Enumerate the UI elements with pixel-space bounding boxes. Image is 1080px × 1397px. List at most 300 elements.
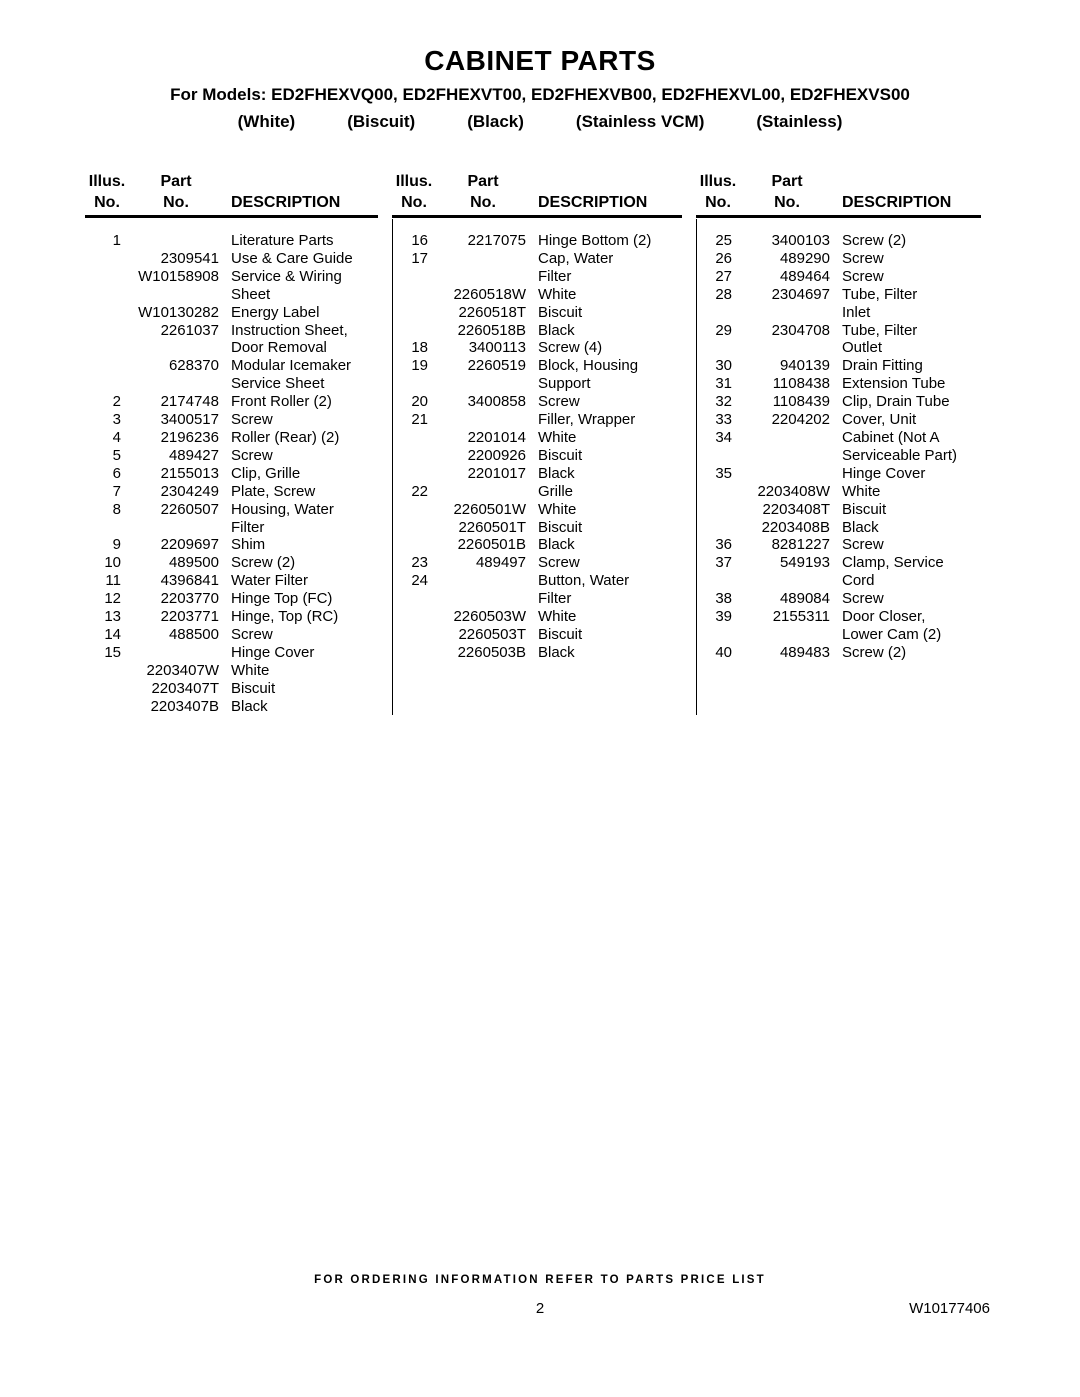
page-title: CABINET PARTS [424, 45, 656, 76]
description: Black [538, 536, 575, 554]
table-row [696, 572, 981, 590]
part-no: 2203407T [151, 679, 219, 697]
table-row [85, 304, 378, 322]
description-header: DESCRIPTION [231, 194, 341, 211]
illus-no: 33 [715, 411, 732, 429]
description: Cap, Water [538, 249, 614, 267]
part-no: 489290 [779, 249, 830, 267]
table-row [85, 429, 378, 447]
description: White [231, 661, 270, 679]
table-row [392, 608, 682, 626]
illus-no [392, 465, 436, 483]
description: Tube, Filter [842, 321, 918, 339]
illus-no: 31 [715, 375, 732, 393]
part-no: 2204202 [771, 411, 830, 429]
description: Literature Parts [231, 232, 334, 249]
table-row [696, 554, 981, 572]
table-row [85, 465, 378, 483]
table-row [696, 304, 981, 322]
table-row [392, 590, 682, 608]
illus-no: 34 [715, 428, 732, 446]
description: Screw [231, 625, 273, 643]
illus-no: 25 [715, 232, 732, 249]
part-no: 2217075 [467, 232, 526, 249]
description: Button, Water [538, 572, 630, 590]
illus-no [696, 447, 740, 465]
table-row [392, 519, 682, 537]
part-no: 628370 [168, 357, 219, 375]
part-no: 2196236 [160, 428, 219, 446]
table-row [696, 608, 981, 626]
table-row [696, 536, 981, 554]
table-row [85, 322, 378, 340]
part-no [740, 429, 834, 447]
table-row [392, 465, 682, 483]
table-row [696, 429, 981, 447]
part-no: 2209697 [160, 536, 219, 554]
illus-no [85, 322, 129, 340]
description: Screw [842, 536, 884, 554]
illus-no [85, 286, 129, 304]
parts-table [85, 171, 995, 715]
illus-no: 5 [112, 446, 121, 464]
description: Black [538, 643, 575, 661]
part-no-header: No. [163, 194, 189, 211]
part-no: 2304249 [160, 482, 219, 500]
illus-no [85, 357, 129, 375]
part-no: 2260507 [160, 500, 219, 518]
description: Biscuit [842, 500, 887, 518]
part-no: W10158908 [138, 267, 219, 285]
description: Energy Label [231, 303, 320, 321]
illus-no [392, 322, 436, 340]
header-row-1 [85, 171, 378, 192]
illus-no-header: No. [401, 194, 427, 211]
illus-no: 19 [411, 357, 428, 375]
part-no: 3400103 [771, 232, 830, 249]
page-number: 2 [535, 1300, 545, 1317]
part-no: 8281227 [771, 536, 830, 554]
part-no: 1108439 [772, 393, 830, 411]
table-row [85, 232, 378, 250]
header-rule [392, 215, 682, 218]
part-no: 488500 [168, 625, 219, 643]
finish-stainless-vcm: (Stainless VCM) [575, 112, 705, 131]
illus-no [392, 429, 436, 447]
description: Black [842, 518, 879, 536]
part-no: 489084 [779, 590, 830, 608]
table-row [392, 644, 682, 662]
rows-container [85, 232, 378, 715]
description: Biscuit [231, 679, 276, 697]
illus-no [85, 339, 129, 357]
illus-no: 24 [411, 572, 428, 590]
illus-no: 23 [411, 554, 428, 572]
illus-no [85, 375, 129, 393]
description: Filler, Wrapper [538, 411, 636, 429]
part-no [129, 644, 223, 662]
part-no: 2155311 [772, 608, 830, 626]
table-row [392, 554, 682, 572]
part-no: 2260518B [457, 321, 526, 339]
table-row [392, 429, 682, 447]
description: Clip, Grille [231, 464, 301, 482]
table-row [85, 644, 378, 662]
illus-no [392, 626, 436, 644]
description-header: DESCRIPTION [842, 194, 952, 211]
description: Service & Wiring [231, 267, 342, 285]
column-header [696, 171, 981, 218]
illus-no: 7 [112, 482, 121, 500]
part-no [129, 339, 223, 357]
description: Screw (4) [538, 339, 603, 357]
illus-no [696, 572, 740, 590]
description: Modular Icemaker [231, 357, 352, 375]
illus-no [392, 268, 436, 286]
description: Service Sheet [231, 375, 325, 393]
illus-no: 35 [715, 464, 732, 482]
part-no: 2260503B [457, 643, 526, 661]
part-no [740, 339, 834, 357]
table-row [696, 519, 981, 537]
part-no: 2203407B [150, 697, 219, 715]
illus-no: 3 [112, 411, 121, 429]
description: Biscuit [538, 518, 583, 536]
description: Screw [538, 554, 580, 572]
illus-no: 1 [112, 232, 121, 249]
description: White [538, 428, 577, 446]
table-row [696, 501, 981, 519]
table-row [696, 411, 981, 429]
part-no: W10130282 [138, 303, 219, 321]
part-no: 2304697 [771, 285, 830, 303]
part-no: 489464 [779, 267, 830, 285]
table-row [85, 698, 378, 716]
part-no: 2260501T [458, 518, 526, 536]
illus-no [85, 519, 129, 537]
part-no: 2155013 [160, 464, 219, 482]
description: Screw [842, 249, 884, 267]
description: White [538, 500, 577, 518]
part-no-header: No. [774, 194, 800, 211]
models-line: For Models: ED2FHEXVQ00, ED2FHEXVT00, ED2FHEXVB00, ED2FHEXVL00, ED2FHEXVS00 [170, 85, 910, 104]
part-no: 3400858 [467, 393, 526, 411]
illus-no: 18 [411, 339, 428, 357]
illus-no [696, 626, 740, 644]
part-no: 2309541 [160, 249, 219, 267]
description: Housing, Water [231, 500, 334, 518]
description: Lower Cam (2) [842, 625, 942, 643]
part-no: 2203408T [762, 500, 830, 518]
illus-no [696, 501, 740, 519]
illus-no: 28 [715, 285, 732, 303]
table-row [696, 644, 981, 662]
illus-no: 38 [715, 590, 732, 608]
illus-header: Illus. [699, 173, 737, 190]
table-row [696, 483, 981, 501]
illus-no [392, 286, 436, 304]
part-no [740, 572, 834, 590]
description: Screw [231, 411, 273, 429]
illus-no [392, 519, 436, 537]
part-no: 2260503W [453, 608, 526, 626]
illus-header: Illus. [395, 173, 433, 190]
illus-no [392, 304, 436, 322]
table-row [85, 608, 378, 626]
table-row [392, 268, 682, 286]
description: Clip, Drain Tube [842, 393, 950, 411]
illus-header: Illus. [88, 173, 126, 190]
part-no [129, 286, 223, 304]
description: Door Closer, [842, 608, 926, 626]
part-no [129, 375, 223, 393]
part-no: 2201017 [467, 464, 526, 482]
part-no: 3400113 [468, 339, 526, 357]
part-no [436, 268, 530, 286]
table-row [85, 393, 378, 411]
illus-no: 9 [112, 536, 121, 554]
table-row [392, 357, 682, 375]
illus-no [85, 304, 129, 322]
description: Filter [538, 267, 572, 285]
part-header: Part [467, 173, 499, 190]
part-no: 2174748 [160, 393, 219, 411]
description: White [842, 482, 881, 500]
description: Black [538, 321, 575, 339]
table-row [696, 590, 981, 608]
illus-no [85, 680, 129, 698]
header-row-2 [85, 192, 378, 213]
description: Filter [231, 518, 265, 536]
table-row [392, 447, 682, 465]
description: Screw [842, 267, 884, 285]
description: Door Removal [231, 339, 327, 357]
table-row [392, 250, 682, 268]
finish-biscuit: (Biscuit) [347, 112, 416, 131]
illus-no: 14 [104, 625, 121, 643]
table-row [85, 268, 378, 286]
illus-no: 10 [104, 554, 121, 572]
part-no: 2201014 [467, 428, 526, 446]
table-row [85, 501, 378, 519]
part-no [436, 250, 530, 268]
part-no: 2200926 [467, 446, 526, 464]
illus-no: 27 [715, 267, 732, 285]
part-no: 2261037 [160, 321, 219, 339]
description: Black [231, 697, 268, 715]
description: Serviceable Part) [842, 446, 958, 464]
illus-no [85, 268, 129, 286]
table-row [85, 626, 378, 644]
illus-no: 22 [411, 482, 428, 500]
table-row [392, 501, 682, 519]
description: Screw [231, 446, 273, 464]
description: Grille [538, 482, 574, 500]
table-row [85, 519, 378, 537]
finish-black: (Black) [467, 112, 524, 131]
part-no: 2304708 [771, 321, 830, 339]
description: Drain Fitting [842, 357, 923, 375]
part-no: 2260501W [453, 500, 526, 518]
description: Biscuit [538, 625, 583, 643]
description: Cord [842, 572, 875, 590]
part-no: 2203771 [160, 608, 219, 626]
illus-no [696, 339, 740, 357]
part-no: 2203408B [761, 518, 830, 536]
illus-no: 11 [105, 572, 121, 590]
illus-no [392, 501, 436, 519]
part-no: 489427 [168, 446, 219, 464]
parts-column-1 [85, 171, 392, 715]
illus-no [696, 483, 740, 501]
table-row [696, 250, 981, 268]
table-row [392, 393, 682, 411]
table-row [392, 375, 682, 393]
illus-no-header: No. [94, 194, 120, 211]
illus-no: 15 [104, 643, 121, 661]
table-row [85, 339, 378, 357]
part-no [436, 483, 530, 501]
illus-no [696, 304, 740, 322]
table-row [696, 375, 981, 393]
illus-no: 2 [112, 393, 121, 411]
description: Filter [538, 590, 572, 608]
table-row [392, 339, 682, 357]
illus-no: 8 [112, 500, 121, 518]
table-row [85, 250, 378, 268]
illus-no: 37 [715, 554, 732, 572]
illus-no: 20 [411, 393, 428, 411]
description: Sheet [231, 285, 271, 303]
table-row [85, 554, 378, 572]
table-row [85, 483, 378, 501]
table-row [392, 322, 682, 340]
part-no [436, 590, 530, 608]
illus-no [392, 375, 436, 393]
part-no: 2260518T [458, 303, 526, 321]
description: Biscuit [538, 446, 583, 464]
table-row [85, 680, 378, 698]
illus-no: 39 [715, 608, 732, 626]
column-divider [696, 219, 697, 715]
part-no: 2260519 [467, 357, 526, 375]
parts-column-2 [392, 171, 696, 715]
table-row [85, 411, 378, 429]
table-row [696, 322, 981, 340]
spacer [530, 171, 682, 192]
table-row [85, 375, 378, 393]
table-row [392, 286, 682, 304]
header-rule [85, 215, 378, 218]
illus-no: 6 [112, 464, 121, 482]
description: Hinge Top (FC) [231, 590, 333, 608]
part-no: 3400517 [160, 411, 219, 429]
table-row [392, 572, 682, 590]
description: Black [538, 464, 575, 482]
table-row [392, 483, 682, 501]
table-row [696, 393, 981, 411]
column-header [85, 171, 378, 218]
rows-container [696, 232, 981, 662]
table-row [85, 447, 378, 465]
description: Hinge Cover [231, 643, 315, 661]
table-row [392, 536, 682, 554]
description: Hinge Cover [842, 464, 926, 482]
description: Use & Care Guide [231, 249, 353, 267]
table-row [696, 286, 981, 304]
table-row [696, 232, 981, 250]
part-no [740, 447, 834, 465]
part-no [436, 411, 530, 429]
table-row [392, 411, 682, 429]
illus-no [85, 698, 129, 716]
header-row-1 [392, 171, 682, 192]
part-no: 2260501B [457, 536, 526, 554]
table-row [696, 268, 981, 286]
part-no: 489483 [779, 643, 830, 661]
description: Screw [538, 393, 580, 411]
description: Clamp, Service [842, 554, 944, 572]
part-no [436, 572, 530, 590]
description: Outlet [842, 339, 883, 357]
illus-no [85, 662, 129, 680]
illus-no-header: No. [705, 194, 731, 211]
description: Instruction Sheet, [231, 321, 348, 339]
description: Roller (Rear) (2) [231, 428, 340, 446]
illus-no: 12 [104, 590, 121, 608]
part-no [436, 375, 530, 393]
table-row [85, 536, 378, 554]
description: Support [538, 375, 591, 393]
illus-no: 26 [715, 249, 732, 267]
table-row [85, 286, 378, 304]
spacer [834, 171, 981, 192]
part-no: 4396841 [160, 572, 219, 590]
illus-no: 29 [715, 321, 732, 339]
part-header: Part [160, 173, 192, 190]
illus-no [696, 519, 740, 537]
illus-no [392, 536, 436, 554]
description: Plate, Screw [231, 482, 316, 500]
illus-no: 13 [104, 608, 121, 626]
table-row [85, 590, 378, 608]
description-header: DESCRIPTION [538, 194, 648, 211]
header-rule [696, 215, 981, 218]
table-row [696, 626, 981, 644]
column-header [392, 171, 682, 218]
finish-white: (White) [237, 112, 296, 131]
illus-no [392, 608, 436, 626]
description: White [538, 285, 577, 303]
part-no [740, 626, 834, 644]
table-row [85, 572, 378, 590]
part-header: Part [771, 173, 803, 190]
description: Biscuit [538, 303, 583, 321]
illus-no [392, 447, 436, 465]
illus-no [85, 250, 129, 268]
table-row [392, 626, 682, 644]
table-row [392, 304, 682, 322]
part-no: 940139 [779, 357, 830, 375]
document-number: W10177406 [909, 1300, 990, 1317]
description: Screw [842, 590, 884, 608]
illus-no: 21 [411, 411, 428, 429]
description: Inlet [842, 303, 871, 321]
part-no [129, 232, 223, 250]
description: Cabinet (Not A [842, 428, 940, 446]
part-no: 2203408W [757, 482, 830, 500]
description: Shim [231, 536, 266, 554]
